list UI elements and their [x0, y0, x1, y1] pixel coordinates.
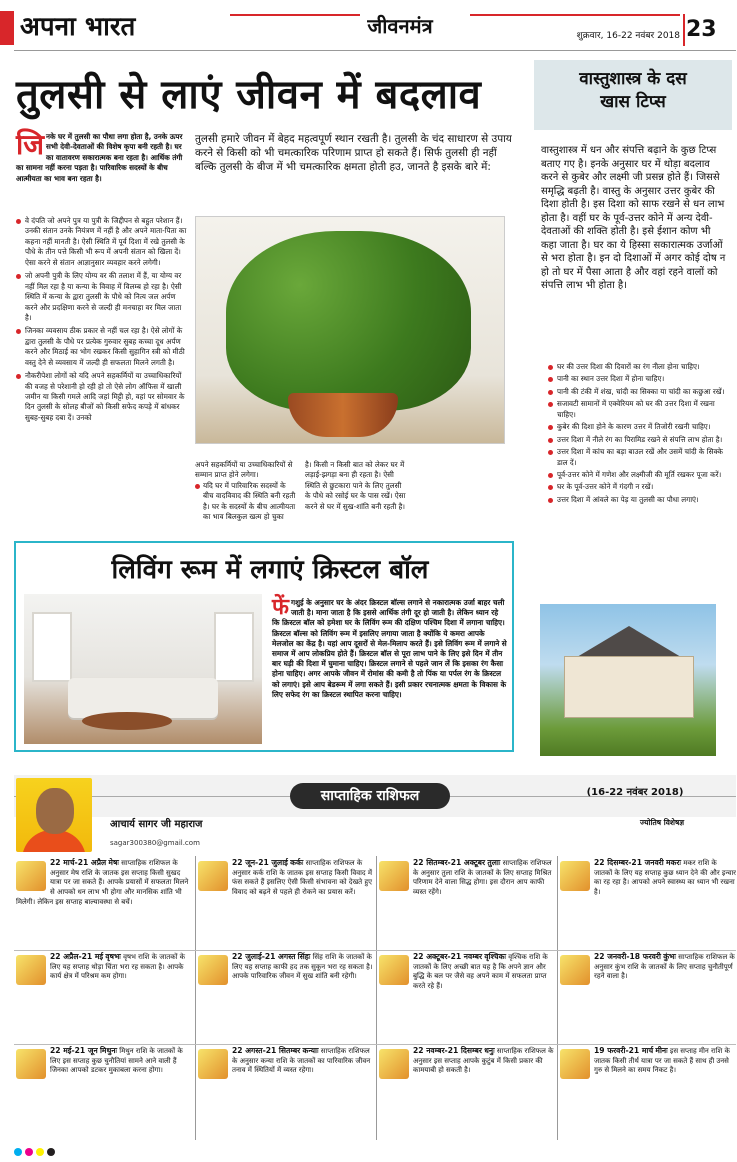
rashi-cell-makar	[560, 858, 736, 948]
author-email: sagar300380@gmail.com	[110, 839, 200, 847]
rashi-text: इस सप्ताह मीन राशि के जातक किसी तीर्थ यात्रा पर जा सकते हैं साथ ही उनसे गुरु से मिलने का समय निकट है।	[594, 1047, 730, 1075]
rashi-range: 22 जून-21 जुलाई	[232, 858, 288, 867]
rashi-text: साप्ताहिक राशिफल के अनुसार तुला राशि के जातकों के लिए सप्ताह मिश्रित परिणाम देने वाला सिद्ध होगा। इस दौरान आप काफी व्यस्त रहेंगे।	[413, 859, 552, 896]
list-item: घर के पूर्व-उत्तर कोने में गंदगी न रखें।	[548, 482, 728, 492]
room-window-shape	[214, 612, 254, 682]
rashi-sign: मेषः	[108, 858, 119, 867]
zodiac-capricorn-icon	[560, 861, 590, 891]
rashi-cell-tula	[379, 858, 555, 948]
zodiac-virgo-icon	[198, 1049, 228, 1079]
house-body-shape	[564, 656, 694, 718]
rashi-text: साप्ताहिक राशिफल के अनुसार कर्क राशि के जातक इस सप्ताह किसी विवाद में फंस सकते हैं इसलिए ऐसी किसी संभावना को देखते हुए विवाद को बढ़ने से पहले ही रोकने का प्रयास करें।	[232, 859, 373, 896]
rashi-text: साप्ताहिक राशिफल के अनुसार कुंभ राशि के जातकों के लिए सप्ताह चुनौतीपूर्ण रहने वाला है।	[594, 953, 735, 981]
rashi-range: 22 सितम्बर-21 अक्टूबर	[413, 858, 486, 867]
rashi-range: 22 मार्च-21 अप्रैल	[50, 858, 107, 867]
list-item: उत्तर दिशा में आंवले का पेड़ या तुलसी का पौधा लगाएं।	[548, 495, 728, 505]
house-roof-shape	[554, 626, 704, 660]
room-window-shape	[32, 612, 72, 682]
lead-paragraph: तुलसी हमारे जीवन में बेहद महत्वपूर्ण स्थान रखती है। तुलसी के चंद साधारण से उपाय करने से किसी को भी चमत्कारिक परिणाम प्राप्त हो सकते हैं। सिर्फ तुलसी ही नहीं बल्कि तुलसी के बीज में भी चमत्कारिक क्षमता होती हउ, जानते है इसके बारे में:	[195, 133, 512, 174]
print-color-bar	[14, 1148, 736, 1156]
rashi-sign: सिंहः	[297, 952, 311, 961]
rashi-range: 22 नवम्बर-21 दिसम्बर	[413, 1046, 482, 1055]
issue-date: शुक्रवार, 16-22 नवंबर 2018	[576, 31, 680, 41]
rashi-sign: मीनः	[655, 1046, 668, 1055]
article-column-1	[195, 460, 297, 523]
rashi-sign: मकरः	[666, 858, 682, 867]
rashi-cell-vrishchik	[379, 952, 555, 1042]
grid-divider	[195, 856, 196, 1140]
author-photo	[16, 778, 92, 852]
zodiac-leo-icon	[198, 955, 228, 985]
zodiac-scorpio-icon	[379, 955, 409, 985]
zodiac-aries-icon	[16, 861, 46, 891]
intro-paragraph	[16, 128, 186, 184]
rashi-range: 19 फरवरी-21 मार्च	[594, 1046, 654, 1055]
rashi-cell-vrishabh	[16, 952, 192, 1042]
grid-divider	[376, 856, 377, 1140]
rashi-sign: धनुः	[484, 1046, 495, 1055]
column-text: है। किसी न किसी बात को लेकर घर में लड़ाई-झगड़ा बना ही रहता है। ऐसी स्थिति से छुटकारा पाने के लिए तुलसी के पौधे को रसोई घर के पास रखें। ऐसा करने से घर में सुख-शांति बनी रहती है।	[305, 460, 406, 511]
logo-mark	[0, 11, 14, 45]
living-room-image	[24, 594, 262, 744]
intro-text: नके घर में तुलसी का पौधा लगा होता है, उनके ऊपर सभी देवी-देवताओं की विशेष कृपा बनी रहती है। घर का वातावरण सकारात्मक बना रहता है। आर्थिक तंगी का सामना नहीं करना पड़ता है। पारिवारिक सदस्यों के बीच आत्मीयता का भाव बना रहता है।	[16, 132, 183, 183]
grid-divider	[14, 1044, 736, 1045]
zodiac-cancer-icon	[198, 861, 228, 891]
vastu-heading-box	[534, 60, 732, 130]
registration-dot	[36, 1148, 44, 1156]
rashifal-grid	[14, 856, 736, 1140]
list-item: जो अपनी पुत्री के लिए योग्य वर की तलाश में हैं, या योग्य वर नहीं मिल रहा है या कन्या के विवाह में विलम्ब हो रहा है। ऐसी स्थिति में कन्या के द्वारा तुलसी के पौधे को नित्य जल अर्पण करने और प्रदक्षिणा करने से जल्दी ही मनचाहा वर मिल जाता है।	[16, 271, 188, 323]
header-rule-right	[470, 14, 680, 16]
rashi-cell-kumbh	[560, 952, 736, 1042]
crystal-text: गशुई के अनुसार घर के अंदर क्रिस्टल बॉल्स लगाने से नकारात्मक उर्जा बाहर चली जाती है। माना जाता है कि इससे आर्थिक तंगी दूर हो जाती है। लेकिन ध्यान रहे कि क्रिस्टल बॉल को हमेशा घर के लिविंग रूम की दक्षिण पश्चिम दिशा में लगाना चाहिए। क्रिस्टल बॉल्स को लिविंग रूम में इसलिए लगाया जाता है क्योंकि ये कमरा आपके मेलजोल का केंद्र है। यहां आप दूसरों से मेल-मिलाप करते हैं। इसे लिविंग रूम में लगाने से समाज में आप लोकप्रिय होते हैं। क्रिस्टल बॉल से पूरा लाभ पाने के लिए इसे दिन में तीन बार घड़ी की दिशा में घुमाना चाहिए। क्रिस्टल लगाने से पहले जान लें कि इसका रंग कैसा होना चाहिए। अगर आपके जीवन में रोमांस की कमी है तो पिंक या पर्पल रंग के क्रिस्टल को लगाएं। इसे आप बेडरूम में लगा सकते हैं। इसी प्रकार रचनात्मक क्षमता के विकास के लिए सफेद रंग का क्रिस्टल स्थापित करना चाहिए।	[272, 598, 507, 699]
tulsi-bullet-list	[16, 216, 188, 426]
main-headline: तुलसी से लाएं जीवन में बदलाव	[16, 71, 482, 118]
list-item: कुबेर की दिशा होने के कारण उत्तर में तिजोरी रखनी चाहिए।	[548, 422, 728, 432]
author-role: ज्योतिष विशेषज्ञ	[640, 818, 685, 827]
list-item: वे दंपति जो अपने पुत्र या पुत्री के जिद्दीपन से बहुत परेशान हैं। उनकी संतान उनके नियंत्रण में नहीं है और अपने माता-पिता का कहना नहीं मानती है। ऐसी स्थिति में पूर्व दिशा में रखे तुलसी के पौधे के तीन पत्ते किसी भी रूप में अपनी संतान को खिला दें। ऐसा करने से संतान आज्ञानुसार व्यवहार करने लगेगी।	[16, 216, 188, 268]
list-item: नौकरीपेशा लोगों को यदि अपने सहकर्मियों या उच्चाधिकारियों की वजह से परेशानी हो रही हो तो ऐसे लोग ऑफिस में खाली जमीन या किसी गमले आदि जहां मिट्टी हो, वहां पर सोमवार के दिन तुलसी के सोलह बीजों को किसी सफेद कपड़े में बांधकर सुबह-सुबह दबा दें। उनको	[16, 371, 188, 423]
rashi-text: सिंह राशि के जातकों के लिए यह सप्ताह काफी हद तक सुकून भरा रह सकता है। आपके पारिवारिक जीवन में सुख शांति बनी रहेगी।	[232, 953, 373, 981]
house-image	[540, 604, 716, 756]
list-item: पानी का स्थान उत्तर दिशा में होना चाहिए।	[548, 374, 728, 384]
zodiac-taurus-icon	[16, 955, 46, 985]
crystal-dropcap: फें	[272, 595, 289, 620]
header-underline	[14, 50, 736, 51]
rashi-text: वृषभ राशि के जातकों के लिए यह सप्ताह थोड़ा चिंता भरा रह सकता है। आपके कार्य क्षेत्र में परिश्रम कम होगा।	[50, 953, 186, 981]
masthead-logo	[0, 8, 135, 48]
rashi-range: 22 जुलाई-21 अगस्त	[232, 952, 296, 961]
rashi-cell-mithun	[16, 1046, 192, 1136]
rashi-text: साप्ताहिक राशिफल के अनुसार मेष राशि के जातक इस सप्ताह किसी सुखद यात्रा पर जा सकते हैं। आपके प्रयासों में सफलता मिलने से आपको धन लाभ भी होगा और मानसिक शांति भी मिलेगी। लेकिन इस सप्ताह बाल्यावस्था से बचें।	[16, 859, 189, 906]
section-title: जीवनमंत्र	[367, 14, 433, 38]
rashi-text: मकर राशि के जातकों के लिए यह सप्ताह कुछ ध्यान देने की और इन्वार का रह रहा है। आपको अपने स्वास्थ्य का ध्यान भी रखना है।	[594, 859, 736, 896]
vastu-title-line-1: वास्तुशास्त्र के दस	[579, 69, 687, 89]
rashi-cell-kanya	[198, 1046, 374, 1136]
rashi-sign: वृषभः	[105, 952, 121, 961]
grid-divider	[14, 950, 736, 951]
zodiac-libra-icon	[379, 861, 409, 891]
registration-dot	[25, 1148, 33, 1156]
author-face-shape	[36, 788, 74, 834]
rashi-range: 22 अक्टूबर-21 नवम्बर	[413, 952, 483, 961]
rashifal-banner: साप्ताहिक राशिफल	[290, 783, 450, 809]
rashifal-date: (16-22 नवंबर 2018)	[586, 787, 684, 798]
vastu-paragraph: वास्तुशास्त्र में धन और संपत्ति बढ़ाने के कुछ टिप्स बताए गए है। इनके अनुसार घर में थोड़ा बदलाव करने से कुबेर और लक्ष्मी जी प्रसन्न होते हैं। जिससे समृद्धि बढ़ती है। वास्तु के अनुसार उत्तर कुबेर की दिशा होती है। इस दिशा को साफ रखने से धन लाभ होता है। वहीं घर के पूर्व-उत्तर कोने में अन्य देवी-देवताओं की शक्ति होती है। इसे ईशान कोण भी कहा जाता है। घर का ये हिस्सा सकारात्मक उर्जाओं से भरा होता है। इन दो दिशाओं में अगर कोई दोष न हो तो घर में पैसा आता है और वहां रहने वालों को संपत्ति लाभ भी होता है।	[541, 145, 726, 291]
vastu-tips-list	[548, 362, 728, 507]
list-item: पानी की टंकी में शंख, चांदी का सिक्का या चांदी का कछुआ रखें।	[548, 387, 728, 397]
rashi-cell-meen	[560, 1046, 736, 1136]
list-item: पूर्व-उत्तर कोने में गणेश और लक्ष्मीजी की मूर्ति रखकर पूजा करें।	[548, 470, 728, 480]
article-columns	[195, 460, 515, 523]
zodiac-pisces-icon	[560, 1049, 590, 1079]
list-item: सजावटी सामानों में एक्वेरियम को घर की उत्तर दिशा में रखना चाहिए।	[548, 399, 728, 420]
rashi-cell-singh	[198, 952, 374, 1042]
tulsi-plant-image	[195, 216, 505, 444]
rashi-cell-dhanu	[379, 1046, 555, 1136]
list-item: उत्तर दिशा में कांच का बड़ा बाउल रखें और उसमें चांदी के सिक्के डाल दें।	[548, 447, 728, 468]
list-item: घर की उत्तर दिशा की दिवारों का रंग नीला होना चाहिए।	[548, 362, 728, 372]
room-table-shape	[82, 712, 172, 730]
grid-divider	[557, 856, 558, 1140]
zodiac-aquarius-icon	[560, 955, 590, 985]
rashi-text: साप्ताहिक राशिफल के अनुसार इस सप्ताह आपके कुटुंब में किसी प्रकार की कामयाबी हो सकती है।	[413, 1047, 554, 1075]
logo-text: अपना भारत	[20, 12, 136, 43]
rashi-sign: कर्कः	[290, 858, 304, 867]
zodiac-gemini-icon	[16, 1049, 46, 1079]
list-item: यदि घर में पारिवारिक सदस्यों के बीच वादविवाद की स्थिति बनी रहती है। घर के सदस्यों के बीच आत्मीयता का भाव बिलकुल खत्म हो चुका	[195, 481, 297, 523]
zodiac-sagittarius-icon	[379, 1049, 409, 1079]
rashi-range: 22 अगस्त-21 सितम्बर	[232, 1046, 301, 1055]
list-item: उत्तर दिशा में नीले रंग का पिरामिड रखने से संपत्ति लाभ होता है।	[548, 435, 728, 445]
rashi-range: 22 जनवरी-18 फरवरी	[594, 952, 661, 961]
rashi-text: साप्ताहिक राशिफल के अनुसार कन्या राशि के जातकों का पारिवारिक जीवन तनाव में स्थितियों में व्यस्त रहेगा।	[232, 1047, 371, 1075]
column-text: अपने सहकर्मियों या उच्चाधिकारियों से सम्मान प्राप्त होने लगेगा।	[195, 460, 293, 480]
rashi-text: मिथुन राशि के जातकों के लिए इस सप्ताह कुछ चुनौतियां सामने आने वाली हैं जिनका आपको डटकर मुकाबला करना होगा।	[50, 1047, 183, 1075]
registration-dot	[47, 1148, 55, 1156]
page-divider	[683, 14, 685, 46]
rashi-cell-mesh	[16, 858, 192, 948]
intro-dropcap: जि	[16, 128, 45, 161]
rashi-range: 22 अप्रैल-21 मई	[50, 952, 104, 961]
vastu-title-line-2: खास टिप्स	[600, 91, 666, 112]
tulsi-leaves-shape	[226, 231, 471, 411]
rashi-sign: वृश्चिकः	[484, 952, 506, 961]
article-column-2	[305, 460, 407, 523]
registration-dot	[14, 1148, 22, 1156]
tulsi-pot-shape	[288, 393, 398, 437]
rashi-text: वृश्चिक राशि के जातकों के लिए अच्छी बात यह है कि अपने ज्ञान और बुद्धि के बल पर जैसे वह अपने काम में सफलता प्राप्त करते रहे हैं।	[413, 953, 548, 990]
crystal-paragraph	[272, 595, 508, 700]
rashi-sign: कुंभः	[663, 952, 676, 961]
rashi-sign: मिथुनः	[99, 1046, 118, 1055]
rashi-range: 22 मई-21 जून	[50, 1046, 98, 1055]
crystal-headline: लिविंग रूम में लगाएं क्रिस्टल बॉल	[111, 555, 429, 585]
rashi-sign: तुलाः	[487, 858, 501, 867]
author-name: आचार्य सागर जी महाराज	[110, 819, 203, 830]
page-number: 23	[686, 17, 717, 42]
rashi-range: 22 दिसम्बर-21 जनवरी	[594, 858, 664, 867]
rashi-cell-kark	[198, 858, 374, 948]
rashi-sign: कन्याः	[302, 1046, 319, 1055]
list-item: जिनका व्यवसाय ठीक प्रकार से नहीं चल रहा है। ऐसे लोगों के द्वारा तुलसी के पौधे पर प्रत्येक गुरुवार सुबह कच्चा दूध अर्पण करने और मिठाई का भोग रखकर किसी सुहागिन स्त्री को मीठी वस्तु देने से व्यवसाय में जल्दी ही सफलता मिलने लगती है।	[16, 326, 188, 368]
